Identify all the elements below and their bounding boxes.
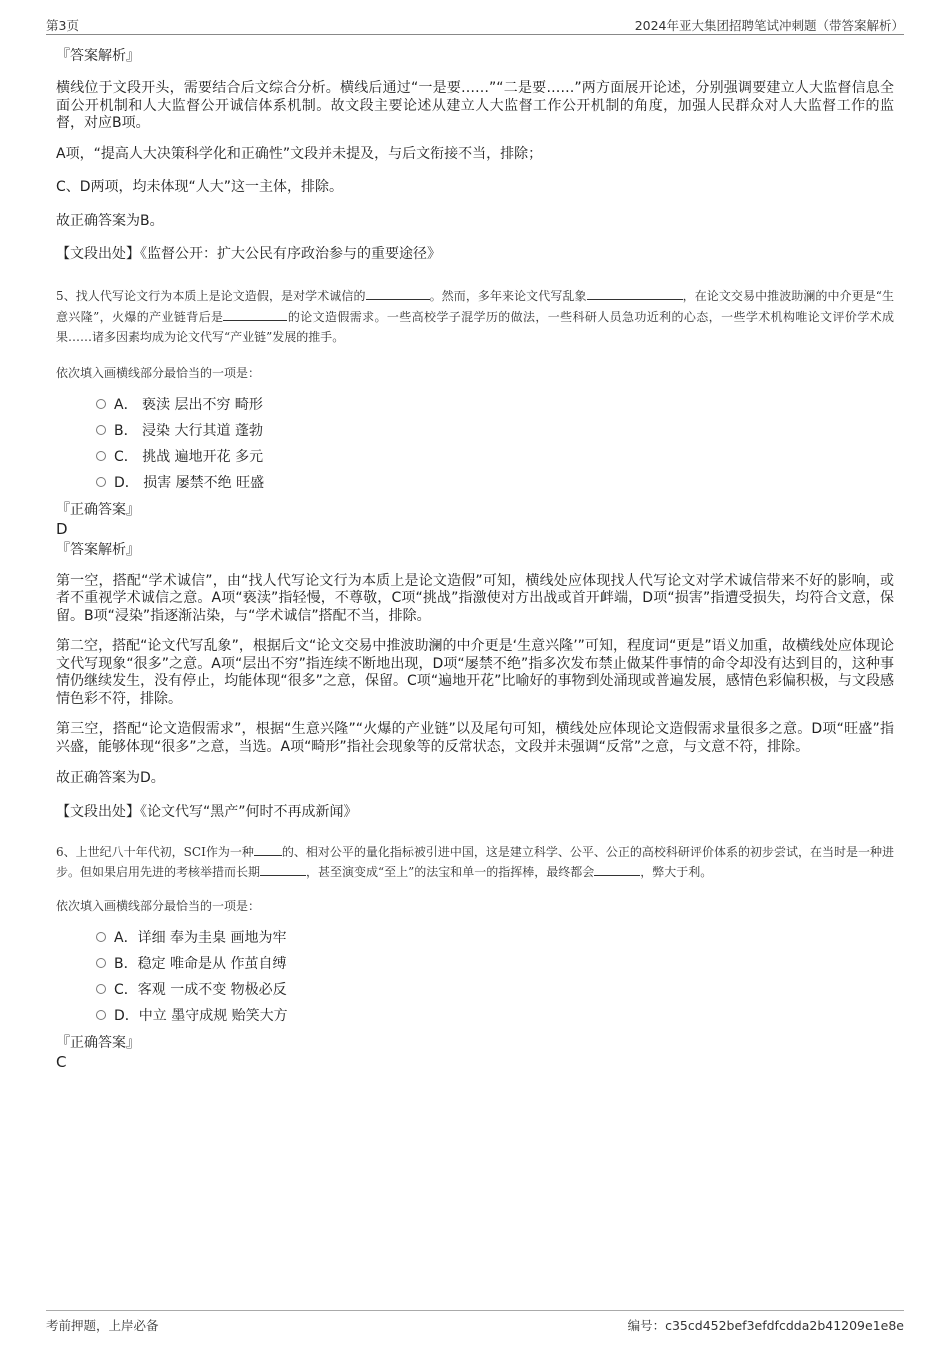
radio-icon[interactable]	[96, 425, 106, 435]
answer-blank	[366, 287, 430, 300]
answer-blank	[223, 308, 287, 321]
radio-icon[interactable]	[96, 1010, 106, 1020]
analysis-tag: 『答案解析』	[56, 48, 140, 64]
radio-icon[interactable]	[96, 984, 106, 994]
question-5	[56, 286, 894, 822]
answer-blank	[594, 863, 640, 876]
analysis-tag: 『答案解析』	[56, 541, 140, 558]
correct-answer-tag: 『正确答案』	[56, 501, 140, 518]
page-header	[46, 14, 904, 35]
radio-icon[interactable]	[96, 932, 106, 942]
option-d[interactable]: D．中立 墨守成规 贻笑大方	[96, 1003, 894, 1029]
option-a[interactable]: A． 亵渎 层出不穷 畸形	[96, 392, 894, 418]
radio-icon[interactable]	[96, 958, 106, 968]
option-c[interactable]: C． 挑战 遍地开花 多元	[96, 444, 894, 470]
question-stem: 6、上世纪八十年代初，SCI作为一种 的、相对公平的量化指标被引进中国，这是建立科学、公平、公正的高校科研评价体系的初步尝试，在当时是一种进步。但如果启用先进的考核举措而长期 ，甚至演变成“至上”的法宝和单一的指挥棒，最终都会 ，弊大于利。	[56, 844, 894, 879]
radio-icon[interactable]	[96, 399, 106, 409]
option-c[interactable]: C．客观 一成不变 物极必反	[96, 977, 894, 1003]
option-d[interactable]: D． 损害 屡禁不绝 旺盛	[96, 470, 894, 496]
text-source: 【文段出处】《监督公开：扩大公民有序政治参与的重要途径》	[56, 246, 441, 262]
correct-answer-statement: 故正确答案为B。	[56, 212, 164, 229]
analysis-paragraph: A项，“提高人大决策科学化和正确性”文段并未提及，与后文衔接不当，排除；	[56, 145, 543, 162]
radio-icon[interactable]	[96, 477, 106, 487]
analysis-paragraph: 第三空，搭配“论文造假需求”，根据“生意兴隆”“火爆的产业链”以及尾句可知，横线处应体现论文造假需求量很多之意。D项“旺盛”指兴盛，能够体现“很多”之意，当选。A项“畸形”指社会现象等的反常状态，文段并未强调“反常”之意，与文意不符，排除。	[56, 721, 894, 755]
page-number: 第3页	[46, 18, 79, 33]
page-content	[56, 44, 894, 1071]
q4-analysis	[56, 46, 894, 264]
option-b[interactable]: B． 浸染 大行其道 蓬勃	[96, 418, 894, 444]
answer-blank	[260, 863, 306, 876]
document-id: 编号：c35cd452bef3efdfcdda2b41209e1e8e	[627, 1318, 904, 1333]
answer-blank	[254, 843, 282, 856]
option-b[interactable]: B．稳定 唯命是从 作茧自缚	[96, 951, 894, 977]
analysis-paragraph: C、D两项，均未体现“人大”这一主体，排除。	[56, 179, 344, 195]
analysis-paragraph: 第一空，搭配“学术诚信”，由“找人代写论文行为本质上是论文造假”可知，横线处应体现找人代写论文对学术诚信带来不好的影响，或者不重视学术诚信之意。A项“亵渎”指轻慢，不尊敬，C项“挑战”指激使对方出战或首开衅端，D项“损害”指遭受损失，均符合文意，保留。B项“浸染”指逐渐沾染，与“学术诚信”搭配不当，排除。	[56, 572, 894, 624]
option-list	[56, 925, 894, 1029]
correct-answer: C	[56, 1052, 67, 1071]
analysis-paragraph: 横线位于文段开头，需要结合后文综合分析。横线后通过“一是要……”“二是要……”两方面展开论述，分别强调要建立人大监督信息全面公开机制和人大监督公开诚信体系机制。故文段主要论述从建立人大监督工作公开机制的角度，加强人民群众对人大监督工作的监督，对应B项。	[56, 80, 894, 131]
question-prompt: 依次填入画横线部分最恰当的一项是：	[56, 898, 261, 913]
question-stem: 5、找人代写论文行为本质上是论文造假，是对学术诚信的 。然而，多年来论文代写乱象 ，在论文交易中推波助澜的中介更是“生意兴隆”，火爆的产业链背后是 的论文造假需求。一些高校学子混学历的做法，一些科研人员急功近利的心态，一些学术机构唯论文评价学术成果……诸多因素均成为论文代写“产业链”发展的推手。	[56, 289, 895, 344]
option-a[interactable]: A．详细 奉为圭臬 画地为牢	[96, 925, 894, 951]
text-source: 【文段出处】《论文代写“黑产”何时不再成新闻》	[56, 803, 358, 820]
radio-icon[interactable]	[96, 451, 106, 461]
option-list	[56, 392, 894, 496]
answer-blank	[587, 287, 683, 300]
footer-slogan: 考前押题，上岸必备	[46, 1318, 159, 1333]
correct-answer: D	[56, 519, 68, 538]
page-footer	[46, 1310, 904, 1333]
question-6	[56, 842, 894, 1071]
correct-answer-statement: 故正确答案为D。	[56, 770, 165, 786]
analysis-paragraph: 第二空，搭配“论文代写乱象”，根据后文“论文交易中推波助澜的中介更是‘生意兴隆’”可知，程度词“更是”语义加重，故横线处应体现论文代写现象“很多”之意。A项“层出不穷”指连续不断地出现，D项“屡禁不绝”指多次发布禁止做某件事情的命令却没有达到目的，这种事情仍继续发生，没有停止，均能体现“很多”之意，保留。C项“遍地开花”比喻好的事物到处涌现或普遍发展，感情色彩偏积极，与文段感情色彩不符，排除。	[56, 638, 894, 707]
question-prompt: 依次填入画横线部分最恰当的一项是：	[56, 365, 261, 380]
document-title: 2024年亚大集团招聘笔试冲刺题（带答案解析）	[634, 18, 904, 33]
correct-answer-tag: 『正确答案』	[56, 1034, 140, 1051]
